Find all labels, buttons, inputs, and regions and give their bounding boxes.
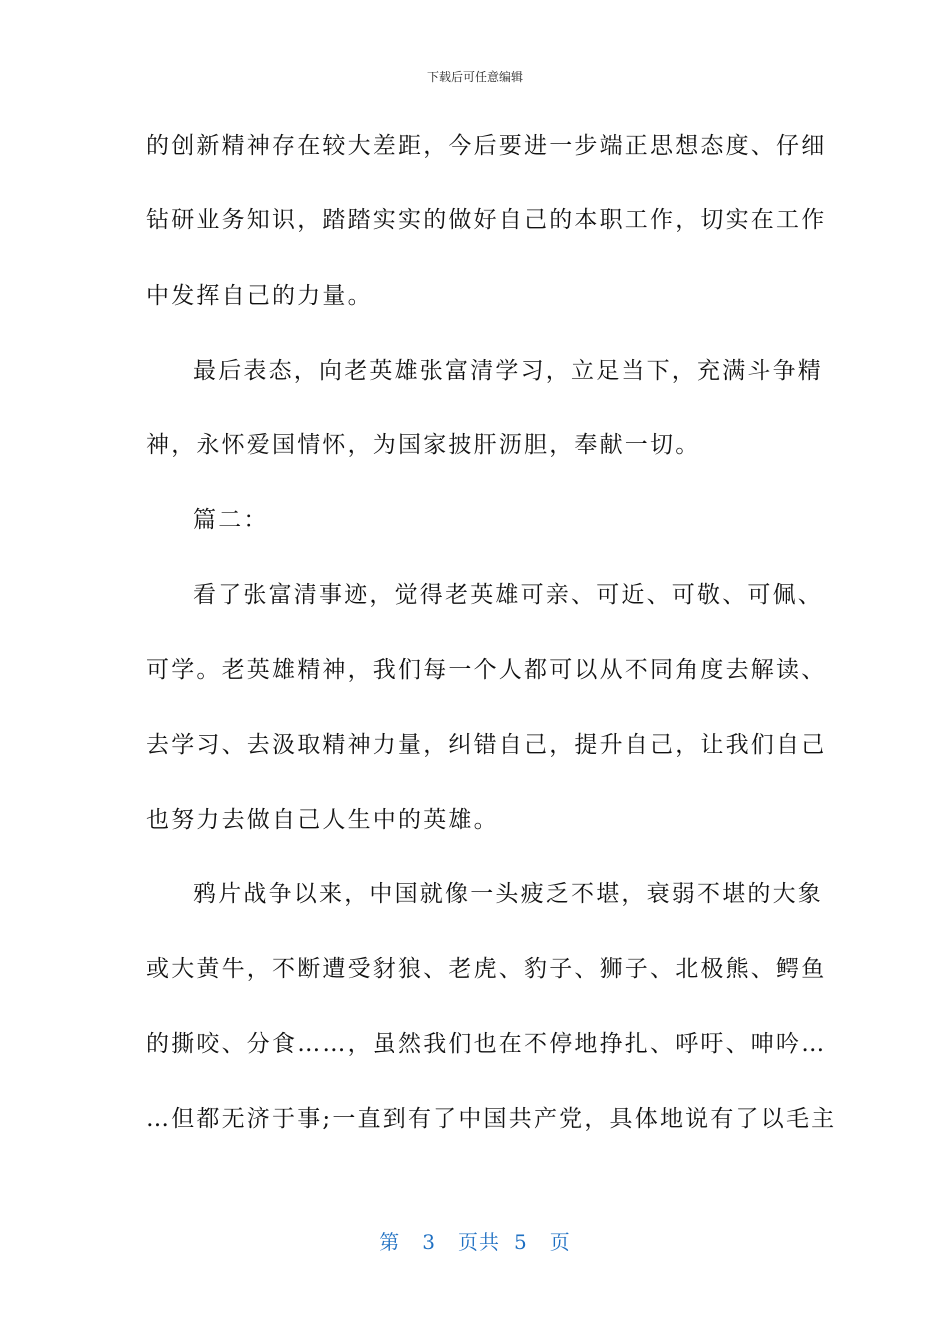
text-line: …但都无济于事;一直到有了中国共产党，具体地说有了以毛主 [146,1106,837,1132]
total-pages-number: 5 [514,1230,528,1254]
page-middle-text: 页共 [458,1230,500,1254]
page-prefix: 第 [379,1230,401,1254]
text-line: 神，永怀爱国情怀，为国家披肝沥胆，奉献一切。 [146,432,701,458]
text-line: 去学习、去汲取精神力量，纠错自己，提升自己，让我们自己 [146,732,827,758]
text-line: 中发挥自己的力量。 [146,283,373,309]
text-line: 鸦片战争以来，中国就像一头疲乏不堪，衰弱不堪的大象 [193,881,823,907]
text-line: 最后表态，向老英雄张富清学习，立足当下，充满斗争精 [193,358,823,384]
text-line: 看了张富清事迹，觉得老英雄可亲、可近、可敬、可佩、 [193,582,823,608]
text-line: 可学。老英雄精神，我们每一个人都可以从不同角度去解读、 [146,657,827,683]
header-note: 下载后可任意编辑 [426,70,523,84]
text-line: 的撕咬、分食……，虽然我们也在不停地挣扎、呼吁、呻吟… [146,1031,827,1057]
section-heading: 篇二： [193,507,269,533]
current-page-number: 3 [422,1230,436,1254]
page-indicator [0,1226,950,1255]
page-suffix: 页 [549,1230,571,1254]
text-line: 或大黄牛，不断遭受豺狼、老虎、豹子、狮子、北极熊、鳄鱼 [146,956,827,982]
text-line: 钻研业务知识，踏踏实实的做好自己的本职工作，切实在工作 [146,207,827,233]
text-line: 也努力去做自己人生中的英雄。 [146,807,499,833]
text-line: 的创新精神存在较大差距，今后要进一步端正思想态度、仔细 [146,133,827,159]
